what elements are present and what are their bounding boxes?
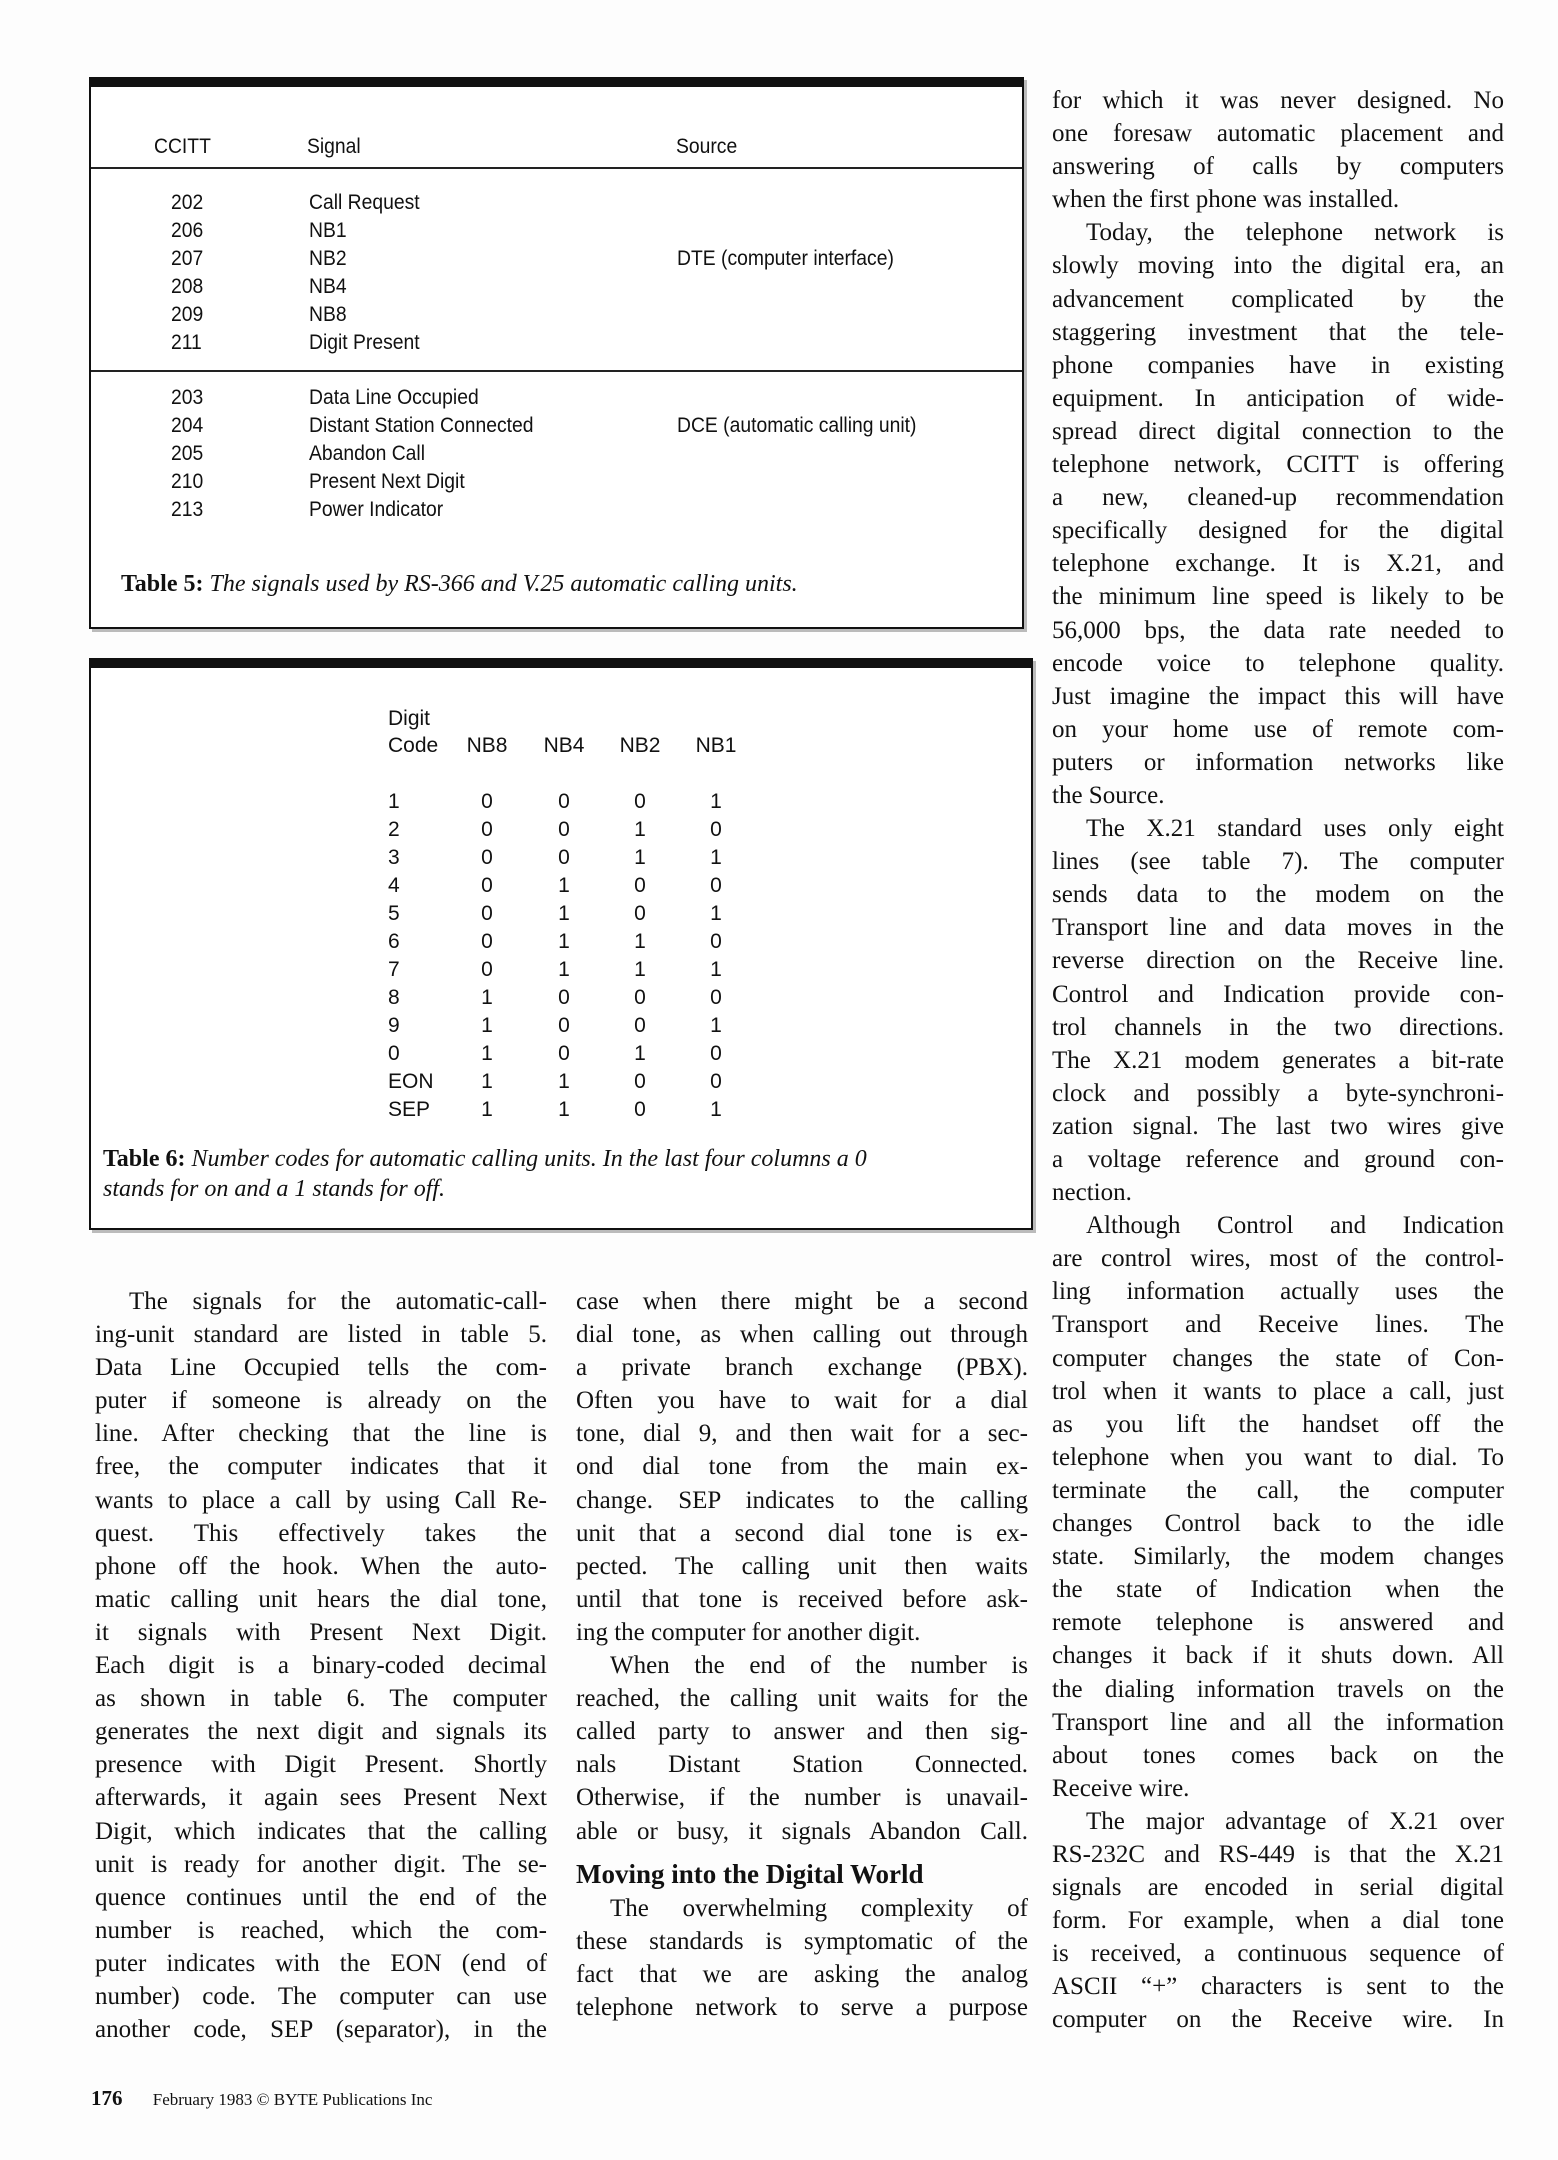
table-row-signal: Distant Station Connected (309, 414, 534, 437)
text-line: terminate the call, the computer (1052, 1476, 1504, 1504)
table-row-bit: 0 (558, 1014, 570, 1037)
text-line: another code, SEP (separator), in the (95, 2016, 547, 2044)
table-row-signal: NB8 (309, 303, 347, 326)
text-line: is received, a continuous sequence of (1052, 1940, 1504, 1968)
text-line: telephone exchange. It is X.21, and (1052, 550, 1504, 578)
table-row-ccitt: 213 (171, 498, 204, 521)
table-5-source-dte: DTE (computer interface) (677, 247, 894, 270)
text-line: ing-unit standard are listed in table 5. (95, 1321, 547, 1349)
text-line: telephone network to serve a purpose (576, 1993, 1028, 2021)
table-5-caption (121, 569, 798, 599)
table-row-ccitt: 209 (171, 303, 204, 326)
table-row-bit: 1 (710, 958, 722, 981)
table-row-bit: 1 (558, 958, 570, 981)
text-line: ASCII “+” characters is sent to the (1052, 1973, 1504, 2001)
text-line: trol when it wants to place a call, just (1052, 1377, 1504, 1405)
text-line: computer on the Receive wire. In (1052, 2006, 1504, 2034)
table-5-group-rule (91, 370, 1022, 372)
text-line: the dialing information travels on the (1052, 1675, 1504, 1703)
table-6-header-code: Code (388, 734, 439, 757)
text-line: Today, the telephone network is (1086, 219, 1504, 247)
table-row-bit: 0 (634, 874, 646, 897)
text-line: phone companies have in existing (1052, 351, 1504, 379)
text-line: ond dial tone from the main ex- (576, 1453, 1028, 1481)
text-line: form. For example, when a dial tone (1052, 1907, 1504, 1935)
text-line: RS-232C and RS-449 is that the X.21 (1052, 1840, 1504, 1868)
text-line: puter indicates with the EON (end of (95, 1949, 547, 1977)
text-line: signals are encoded in serial digital (1052, 1874, 1504, 1902)
table-row-digit-code: 9 (388, 1014, 400, 1037)
text-line: slowly moving into the digital era, an (1052, 252, 1504, 280)
table-row-bit: 1 (481, 1014, 493, 1037)
table-5-top-bar (89, 77, 1024, 87)
section-heading: Moving into the Digital World (576, 1858, 924, 1889)
text-line: change. SEP indicates to the calling (576, 1486, 1028, 1514)
table-6-header-nb2: NB2 (619, 734, 661, 757)
text-line: changes it back if it shuts down. All (1052, 1642, 1504, 1670)
table-row-bit: 0 (710, 1070, 722, 1093)
text-line: unit that a second dial tone is ex- (576, 1519, 1028, 1547)
table-row-ccitt: 204 (171, 414, 204, 437)
text-line: unit is ready for another digit. The se- (95, 1850, 547, 1878)
text-line: free, the computer indicates that it (95, 1453, 547, 1481)
table-row-signal: NB4 (309, 275, 347, 298)
table-row-signal: Call Request (309, 191, 420, 214)
table-6 (89, 658, 1033, 1230)
table-row-bit: 0 (710, 874, 722, 897)
table-row-signal: Data Line Occupied (309, 386, 479, 409)
text-line: wants to place a call by using Call Re- (95, 1486, 547, 1514)
table-6-caption-text-1: Number codes for automatic calling units. In the last four columns a 0 (191, 1146, 867, 1172)
table-row-bit: 1 (634, 930, 646, 953)
text-line: ing the computer for another digit. (576, 1618, 921, 1646)
table-row-bit: 0 (710, 1042, 722, 1065)
table-row-digit-code: 8 (388, 986, 400, 1009)
table-6-caption-text-2: stands for on and a 1 stands for off. (103, 1176, 446, 1202)
text-line: number) code. The computer can use (95, 1982, 547, 2010)
table-row-bit: 1 (558, 1098, 570, 1121)
body-column-middle (576, 1285, 1028, 2024)
table-row-bit: 1 (710, 902, 722, 925)
table-row-bit: 0 (634, 1070, 646, 1093)
table-row-bit: 1 (481, 986, 493, 1009)
table-6-top-bar (89, 658, 1033, 668)
table-6-caption-line-2 (103, 1174, 867, 1204)
table-5 (89, 77, 1024, 629)
table-row-bit: 0 (634, 1098, 646, 1121)
text-line: case when there might be a second (576, 1288, 1028, 1315)
text-line: Often you have to wait for a dial (576, 1387, 1028, 1415)
table-row-signal: Power Indicator (309, 498, 444, 521)
text-line: for which it was never designed. No (1052, 87, 1504, 114)
table-row-digit-code: EON (388, 1070, 434, 1093)
text-line: ling information actually uses the (1052, 1278, 1504, 1306)
text-line: spread direct digital connection to the (1052, 417, 1504, 445)
table-row-bit: 1 (558, 930, 570, 953)
table-row-bit: 1 (710, 1014, 722, 1037)
text-line: these standards is symptomatic of the (576, 1927, 1028, 1955)
table-row-digit-code: 5 (388, 902, 400, 925)
table-row-digit-code: 4 (388, 874, 400, 897)
text-line: advancement complicated by the (1052, 285, 1504, 313)
text-line: until that tone is received before ask- (576, 1585, 1028, 1613)
table-row-bit: 0 (634, 790, 646, 813)
text-line: matic calling unit hears the dial tone, (95, 1585, 547, 1613)
text-line: the minimum line speed is likely to be (1052, 583, 1504, 611)
table-row-bit: 0 (710, 818, 722, 841)
table-row-ccitt: 206 (171, 219, 204, 242)
table-row-bit: 0 (481, 790, 493, 813)
table-row-bit: 0 (634, 1014, 646, 1037)
text-line: presence with Digit Present. Shortly (95, 1751, 547, 1779)
table-row-bit: 0 (481, 818, 493, 841)
body-column-middle-part-2 (576, 1892, 1028, 2024)
table-row-digit-code: 7 (388, 958, 400, 981)
text-line: specifically designed for the digital (1052, 517, 1504, 545)
body-column-middle-part-1 (576, 1285, 1028, 1848)
text-line: it signals with Present Next Digit. (95, 1618, 547, 1646)
text-line: Transport line and data moves in the (1052, 914, 1504, 942)
table-row-bit: 0 (558, 986, 570, 1009)
table-6-caption-line-1 (103, 1144, 867, 1174)
table-5-source-dce: DCE (automatic calling unit) (677, 414, 917, 437)
table-row-bit: 1 (481, 1070, 493, 1093)
text-line: line. After checking that the line is (95, 1420, 547, 1448)
table-row-ccitt: 211 (171, 331, 202, 354)
text-line: 56,000 bps, the data rate needed to (1052, 616, 1504, 644)
text-line: Each digit is a binary-coded decimal (95, 1652, 547, 1680)
text-line: nals Distant Station Connected. (576, 1751, 1028, 1779)
table-row-bit: 1 (634, 846, 646, 869)
text-line: encode voice to telephone quality. (1052, 649, 1504, 677)
table-5-caption-label: Table 5: (121, 571, 204, 597)
table-row-bit: 0 (481, 958, 493, 981)
table-6-header-nb8: NB8 (466, 734, 508, 757)
table-row-bit: 1 (634, 818, 646, 841)
text-line: Data Line Occupied tells the com- (95, 1354, 547, 1382)
page-number: 176 (91, 2086, 123, 2110)
body-column-right (1052, 84, 1504, 2037)
text-line: a voltage reference and ground con- (1052, 1146, 1504, 1173)
table-5-header-ccitt: CCITT (154, 135, 211, 158)
table-row-signal: Digit Present (309, 331, 420, 354)
text-line: afterwards, it again sees Present Next (95, 1784, 547, 1812)
text-line: quence continues until the end of the (95, 1883, 547, 1911)
text-line: phone off the hook. When the auto- (95, 1552, 547, 1580)
table-row-bit: 1 (710, 1098, 722, 1121)
text-line: fact that we are asking the analog (576, 1960, 1028, 1988)
text-line: equipment. In anticipation of wide- (1052, 384, 1504, 412)
text-line: the Source. (1052, 781, 1165, 809)
table-row-ccitt: 208 (171, 275, 204, 298)
table-row-digit-code: SEP (388, 1098, 431, 1121)
text-line: puters or information networks like (1052, 748, 1504, 776)
table-row-bit: 0 (710, 930, 722, 953)
text-line: are control wires, most of the control- (1052, 1245, 1504, 1273)
table-row-bit: 1 (558, 874, 570, 897)
table-row-signal: Present Next Digit (309, 470, 465, 493)
text-line: Transport and Receive lines. The (1052, 1311, 1504, 1339)
table-row-bit: 1 (634, 958, 646, 981)
text-line: staggering investment that the tele- (1052, 318, 1504, 346)
table-5-header-signal: Signal (307, 135, 361, 158)
page-footer (91, 2086, 432, 2111)
text-line: telephone network, CCITT is offering (1052, 451, 1504, 479)
text-line: one foresaw automatic placement and (1052, 120, 1504, 148)
table-5-caption-text: The signals used by RS-366 and V.25 automatic calling units. (209, 571, 798, 597)
table-row-ccitt: 205 (171, 442, 204, 465)
table-row-bit: 0 (634, 986, 646, 1009)
text-line: dial tone, as when calling out through (576, 1321, 1028, 1349)
text-line: answering of calls by computers (1052, 153, 1504, 181)
text-line: tone, dial 9, and then wait for a sec- (576, 1420, 1028, 1448)
text-line: about tones comes back on the (1052, 1741, 1504, 1769)
text-line: state. Similarly, the modem changes (1052, 1543, 1504, 1571)
text-line: quest. This effectively takes the (95, 1519, 547, 1547)
table-row-ccitt: 207 (171, 247, 204, 270)
text-line: reverse direction on the Receive line. (1052, 947, 1504, 975)
text-line: changes Control back to the idle (1052, 1510, 1504, 1538)
text-line: Receive wire. (1052, 1774, 1190, 1802)
text-line: nection. (1052, 1179, 1132, 1207)
text-line: trol channels in the two directions. (1052, 1013, 1504, 1041)
table-row-digit-code: 3 (388, 846, 400, 869)
text-line: lines (see table 7). The computer (1052, 848, 1504, 876)
text-line: Just imagine the impact this will have (1052, 682, 1504, 710)
text-line: Digit, which indicates that the calling (95, 1817, 547, 1845)
table-row-bit: 0 (558, 790, 570, 813)
text-line: zation signal. The last two wires give (1052, 1112, 1504, 1140)
text-line: sends data to the modem on the (1052, 881, 1504, 909)
text-line: pected. The calling unit then waits (576, 1552, 1028, 1580)
table-row-ccitt: 202 (171, 191, 204, 214)
text-line: a new, cleaned-up recommendation (1052, 484, 1504, 512)
text-line: number is reached, which the com- (95, 1916, 547, 1944)
table-row-bit: 1 (558, 1070, 570, 1093)
text-line: reached, the calling unit waits for the (576, 1685, 1028, 1713)
table-row-bit: 1 (710, 846, 722, 869)
table-row-bit: 0 (634, 902, 646, 925)
text-line: The signals for the automatic-call- (129, 1288, 547, 1315)
text-line: generates the next digit and signals its (95, 1718, 547, 1746)
text-line: When the end of the number is (610, 1652, 1028, 1680)
table-row-bit: 0 (481, 846, 493, 869)
text-line: on your home use of remote com- (1052, 715, 1504, 743)
table-row-digit-code: 0 (388, 1042, 400, 1065)
table-row-bit: 1 (558, 902, 570, 925)
text-line: clock and possibly a byte-synchroni- (1052, 1079, 1504, 1107)
text-line: Otherwise, if the number is unavail- (576, 1784, 1028, 1812)
table-row-signal: NB2 (309, 247, 347, 270)
table-row-bit: 0 (481, 902, 493, 925)
table-row-bit: 1 (634, 1042, 646, 1065)
table-6-header-nb1: NB1 (695, 734, 737, 757)
text-line: The major advantage of X.21 over (1086, 1807, 1504, 1835)
table-row-bit: 1 (481, 1042, 493, 1065)
table-row-digit-code: 2 (388, 818, 400, 841)
text-line: as you lift the handset off the (1052, 1410, 1504, 1438)
text-line: computer changes the state of Con- (1052, 1344, 1504, 1372)
text-line: able or busy, it signals Abandon Call. (576, 1817, 1028, 1845)
table-6-caption-label: Table 6: (103, 1146, 186, 1172)
table-row-bit: 1 (710, 790, 722, 813)
table-row-ccitt: 210 (171, 470, 204, 493)
table-row-bit: 0 (558, 846, 570, 869)
text-line: Transport line and all the information (1052, 1708, 1504, 1736)
table-row-bit: 0 (558, 818, 570, 841)
text-line: called party to answer and then sig- (576, 1718, 1028, 1746)
text-line: The X.21 modem generates a bit-rate (1052, 1046, 1504, 1074)
table-row-bit: 0 (481, 930, 493, 953)
table-row-digit-code: 6 (388, 930, 400, 953)
table-5-header-rule (91, 167, 1022, 169)
table-5-header-source: Source (676, 135, 738, 158)
table-6-caption (103, 1144, 867, 1204)
text-line: when the first phone was installed. (1052, 186, 1400, 214)
table-row-bit: 0 (481, 874, 493, 897)
table-6-header-digit: Digit (388, 707, 431, 730)
footer-credit: February 1983 © BYTE Publications Inc (152, 2090, 433, 2109)
table-row-digit-code: 1 (388, 790, 400, 813)
table-6-header-nb4: NB4 (543, 734, 585, 757)
text-line: telephone when you want to dial. To (1052, 1443, 1504, 1471)
table-row-signal: NB1 (309, 219, 347, 242)
table-row-signal: Abandon Call (309, 442, 426, 465)
text-line: a private branch exchange (PBX). (576, 1354, 1028, 1382)
text-line: remote telephone is answered and (1052, 1609, 1504, 1637)
body-column-left (95, 1285, 547, 2046)
table-row-ccitt: 203 (171, 386, 204, 409)
text-line: The X.21 standard uses only eight (1086, 815, 1504, 843)
table-row-bit: 0 (558, 1042, 570, 1065)
text-line: Control and Indication provide con- (1052, 980, 1504, 1008)
text-line: Although Control and Indication (1086, 1212, 1504, 1240)
table-row-bit: 1 (481, 1098, 493, 1121)
text-line: the state of Indication when the (1052, 1576, 1504, 1604)
table-row-bit: 0 (710, 986, 722, 1009)
text-line: puter if someone is already on the (95, 1387, 547, 1415)
text-line: as shown in table 6. The computer (95, 1685, 547, 1713)
text-line: The overwhelming complexity of (610, 1894, 1028, 1922)
